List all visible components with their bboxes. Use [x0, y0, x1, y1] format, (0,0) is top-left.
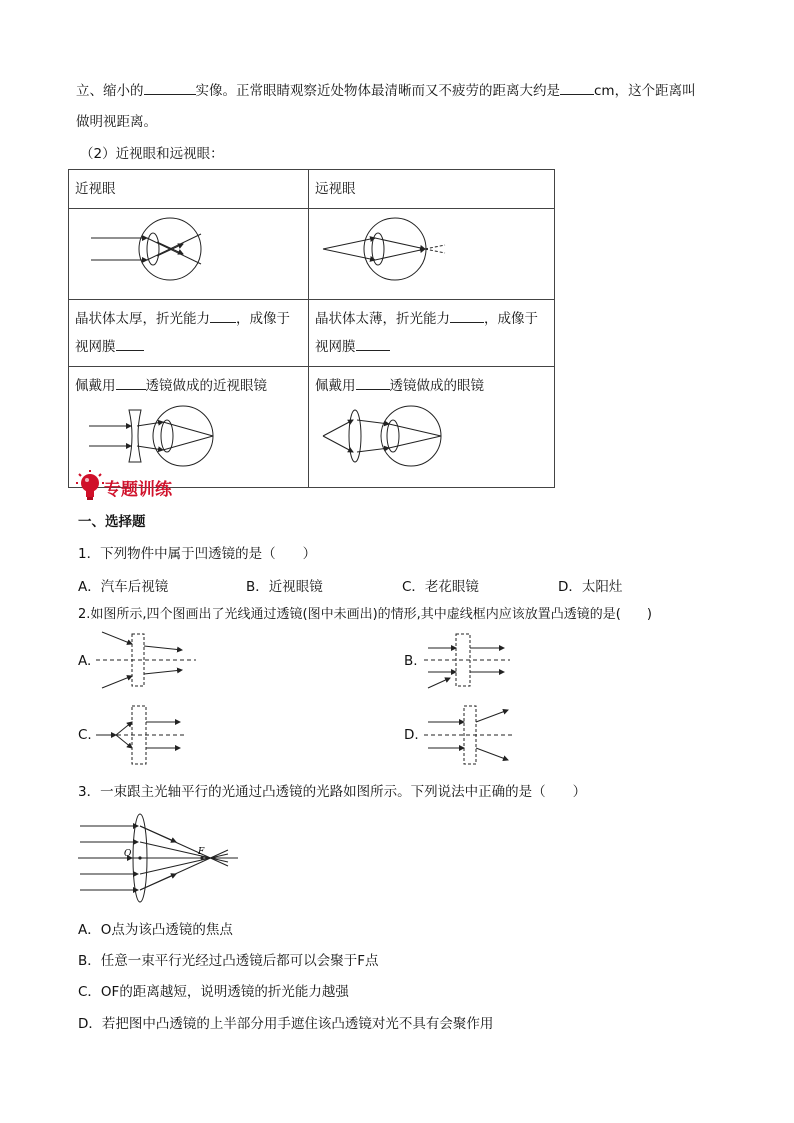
header-myopia: 近视眼: [69, 170, 309, 209]
answer-blank: [450, 308, 484, 323]
question-3-stem: 3．一束跟主光轴平行的光通过凸透镜的光路如图所示。下列说法中正确的是（ ）: [78, 784, 587, 800]
answer-blank: [356, 375, 390, 390]
header-hyperopia: 远视眼: [309, 170, 555, 209]
answer-blank: [560, 80, 594, 95]
hyperopia-eye-diagram: [319, 214, 459, 284]
answer-blank: [210, 308, 236, 323]
answer-blank: [116, 375, 146, 390]
q2-label-b[interactable]: B.: [404, 653, 418, 669]
question-2-stem: 2.如图所示,四个图画出了光线通过透镜(图中未画出)的情形,其中虚线框内应该放置凸透镜的是( ): [78, 607, 652, 622]
myopia-eye-diagram: [87, 214, 215, 284]
q3-option-c[interactable]: C．OF的距离越短，说明透镜的折光能力越强: [78, 984, 349, 1000]
text: 佩戴用: [75, 378, 116, 394]
hyperopia-eye-diagram-cell: [309, 209, 555, 300]
q2-label-a[interactable]: A.: [78, 653, 92, 669]
intro-text-a: 立、缩小的: [76, 83, 144, 99]
myopia-eye-diagram-cell: [69, 209, 309, 300]
q1-option-d[interactable]: D．太阳灶: [558, 579, 623, 595]
text: 晶状体太厚，折光能力: [75, 311, 210, 327]
answer-blank: [116, 336, 144, 351]
text: 透镜做成的近视眼镜: [145, 378, 267, 394]
q1-option-c[interactable]: C．老花眼镜: [402, 579, 479, 595]
q3-option-a[interactable]: A．O点为该凸透镜的焦点: [78, 922, 233, 938]
q2-label-c[interactable]: C.: [78, 727, 92, 743]
training-title: 专题训练: [104, 480, 172, 500]
section-2-title: （2）近视眼和远视眼：: [80, 146, 224, 162]
q2-diagram-c: [96, 702, 186, 768]
text: ，成像于: [236, 311, 290, 327]
q2-diagram-d: [424, 702, 514, 768]
text: 佩戴用: [315, 378, 356, 394]
q3-convex-lens-diagram: [78, 812, 240, 904]
question-1-stem: 1．下列物件中属于凹透镜的是（ ）: [78, 546, 317, 562]
text: 晶状体太薄，折光能力: [315, 311, 450, 327]
q3-option-d[interactable]: D．若把图中凸透镜的上半部分用手遮住该凸透镜对光不具有会聚作用: [78, 1016, 494, 1032]
q1-option-b[interactable]: B．近视眼镜: [246, 579, 323, 595]
text: 视网膜: [315, 339, 356, 355]
intro-text-c: cm，这个距离叫: [594, 83, 696, 99]
intro-text-b: 实像。正常眼睛观察近处物体最清晰而又不疲劳的距离大约是: [195, 83, 560, 99]
myopia-description: [69, 300, 309, 367]
hyperopia-correction: [309, 367, 555, 488]
intro-line-2: 做明视距离。: [76, 114, 157, 130]
label-f: F: [198, 847, 205, 857]
answer-blank: [144, 80, 196, 95]
q1-option-a[interactable]: A．汽车后视镜: [78, 579, 169, 595]
text: 视网膜: [75, 339, 116, 355]
q2-label-d[interactable]: D.: [404, 727, 419, 743]
text: 透镜做成的眼镜: [389, 378, 484, 394]
q2-diagram-b: [424, 628, 510, 692]
myopia-correction-diagram: [83, 400, 223, 472]
part-1-title: 一、选择题: [78, 514, 146, 530]
q2-diagram-a: [96, 628, 196, 692]
hyperopia-description: [309, 300, 555, 367]
myopia-correction: [69, 367, 309, 488]
lightbulb-icon: [76, 470, 104, 502]
intro-line-1: [76, 80, 696, 101]
eye-comparison-table: [68, 169, 555, 488]
hyperopia-correction-diagram: [317, 400, 467, 472]
q3-option-b[interactable]: B．任意一束平行光经过凸透镜后都可以会聚于F点: [78, 953, 379, 969]
label-o: O: [124, 849, 132, 859]
answer-blank: [356, 336, 390, 351]
text: ，成像于: [484, 311, 538, 327]
